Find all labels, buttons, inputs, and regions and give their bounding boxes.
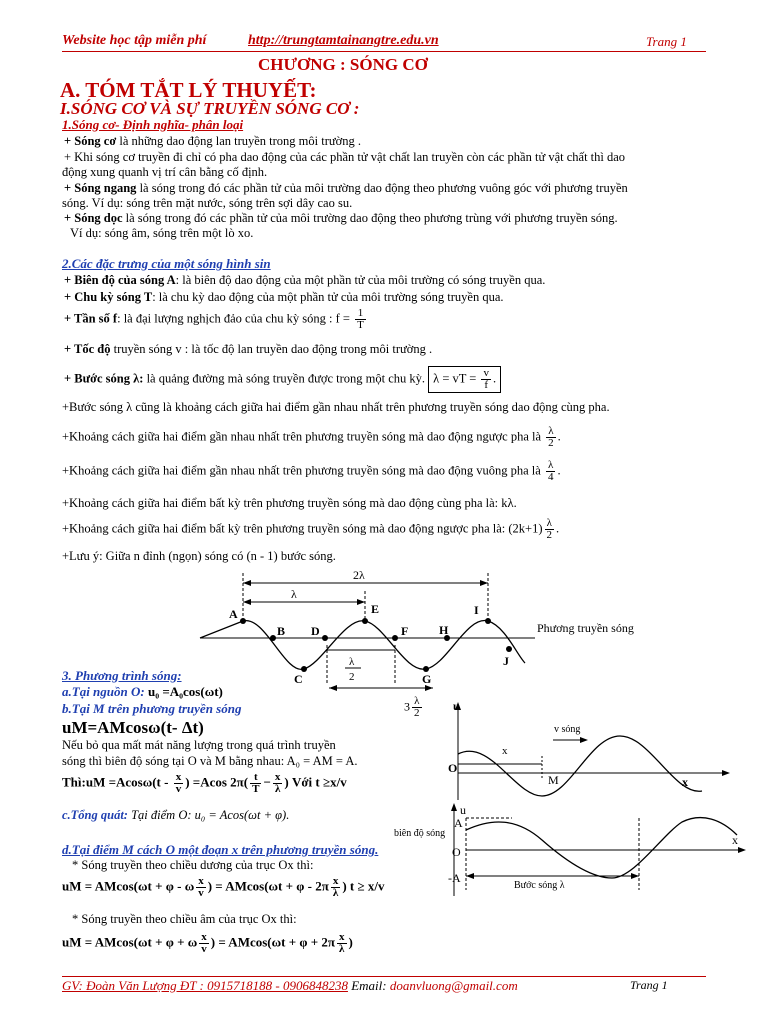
- wave-point-a: [240, 618, 246, 624]
- wave-point-label-b: B: [277, 624, 286, 638]
- s3-d2-formula: uM = AMcos(ωt + φ + ω $\frac{x}{v}$ ) = AMcos(ωt + φ + 2π $\frac{x}{\lambda}$ ): [62, 931, 353, 955]
- wavelength-formula-box: λ = vT = $\frac{v}{f}$ .: [428, 366, 501, 393]
- arrow-lambda-right: [357, 599, 365, 605]
- section-i-title: I.SÓNG CƠ VÀ SỰ TRUYỀN SÓNG CƠ :: [60, 99, 360, 118]
- wave-point-j: [506, 646, 512, 652]
- wave-point-b: [270, 635, 276, 641]
- wave-point-label-j: J: [503, 654, 509, 668]
- s2-line-6: +Bước sóng λ cũng là khoảng cách giữa hai điểm gần nhau nhất trên phương truyền sóng dao động cùng pha.: [62, 400, 610, 414]
- s1-line-4: + Sóng ngang là sóng trong đó các phần tử của môi trường dao động theo phương vuông góc với phương truyền: [64, 181, 628, 195]
- s3-paragraph-2: sóng thì biên độ sóng tại O và M bằng nhau: A₀ = AM = A.: [62, 754, 358, 768]
- graph2-a-label: A: [454, 816, 463, 830]
- graph2-o-label: O: [452, 845, 461, 859]
- s3-d-label: d.Tại điểm M cách O một đoạn x trên phương truyền sóng.: [62, 842, 379, 857]
- s3-heading: 3. Phương trình sóng:: [62, 668, 182, 683]
- wave-point-label-f: F: [401, 624, 409, 638]
- s2-line-7: +Khoảng cách giữa hai điểm gần nhau nhất trên phương truyền sóng mà dao động ngược pha là $\frac{\lambda}{2}$ .: [62, 425, 561, 449]
- s2-line-10: +Khoảng cách giữa hai điểm bất kỳ trên phương truyền sóng mà dao động ngược pha là: (2k+1) $\frac{\lambda}{2}$ .: [62, 517, 560, 541]
- arrow-lambda-left: [243, 599, 251, 605]
- graph1-m-label: M: [548, 773, 559, 787]
- wave-point-label-a: A: [229, 607, 238, 621]
- s1-line-7: Ví dụ: sóng âm, sóng trên một lò xo.: [70, 226, 254, 240]
- footer-page-number: Trang 1: [630, 978, 668, 992]
- header-divider: [62, 51, 706, 52]
- s3-paragraph-1: Nếu bỏ qua mất mát năng lượng trong quá trình truyền: [62, 738, 336, 752]
- s1-line-3: động xung quanh vị trí cân bằng cố định.: [62, 165, 268, 179]
- arrow-3-half-lambda-left: [329, 685, 337, 691]
- s2-line-11: +Lưu ý: Giữa n đỉnh (ngọn) sóng có (n - 1) bước sóng.: [62, 549, 336, 563]
- arrow-2lambda-left: [243, 580, 251, 586]
- graph2-wave-curve: [466, 818, 737, 878]
- graph1-v-label: v sóng: [554, 724, 581, 735]
- footer-email[interactable]: doanvluong@gmail.com: [389, 978, 518, 993]
- header-page-number: Trang 1: [646, 34, 687, 49]
- s3-paragraph-3: Thì:uM =Acosω(t - $\frac{x}{v}$ ) =Acos 2π( $\frac{t}{T}$ − $\frac{x}{\lambda}$ ) Với t ≥x/v: [62, 771, 347, 795]
- graph1-x-label: x: [682, 775, 688, 789]
- graph1-x-arrow: [722, 770, 730, 776]
- wave-point-i: [485, 618, 491, 624]
- arrow-3-half-lambda-right: [425, 685, 433, 691]
- graph2-x-arrow: [738, 847, 746, 853]
- graph1-x-small: x: [502, 745, 508, 757]
- header-url-link[interactable]: http://trungtamtainangtre.edu.vn: [248, 33, 439, 48]
- wave-points-group: [229, 602, 512, 686]
- graph1-wave-curve: [458, 736, 702, 796]
- wave-point-label-h: H: [439, 623, 449, 637]
- wave-point-label-c: C: [294, 672, 303, 686]
- graph2-wavelength-label: Bước sóng λ: [514, 880, 565, 891]
- half-lambda-num: λ: [349, 656, 355, 668]
- s3-a-line: a.Tại nguồn O: u₀ =A₀cos(ωt): [62, 684, 223, 699]
- graph1-u-label: u: [453, 699, 460, 713]
- wave-point-e: [362, 618, 368, 624]
- wave-point-label-i: I: [474, 603, 479, 617]
- s1-line-2: + Khi sóng cơ truyền đi chỉ có pha dao động của các phần tử vật chất lan truyền còn các phần tử vật chất thì dao: [64, 150, 626, 164]
- direction-label: Phương truyền sóng: [537, 621, 634, 635]
- graph1-origin: O: [448, 761, 458, 775]
- graph2-x-label: x: [732, 833, 738, 847]
- s3-b-label: b.Tại M trên phương truyền sóng: [62, 701, 242, 716]
- header-website-label: Website học tập miễn phí: [62, 33, 207, 48]
- s3-d2: * Sóng truyền theo chiều âm của trục Ox thì:: [72, 912, 297, 926]
- label-lambda: λ: [291, 587, 297, 601]
- graph2-wl-left: [466, 873, 474, 879]
- s2-line-4: + Tốc độ truyền sóng v : là tốc độ lan truyền dao động trong môi trường .: [64, 342, 433, 356]
- label-3-half-lambda: 3 $\frac{\lambda}{2}$: [404, 695, 420, 719]
- graph2-minus-a-label: -A: [448, 871, 461, 885]
- wave-point-f: [392, 635, 398, 641]
- wave-point-label-e: E: [371, 602, 380, 616]
- wave-diagram: [195, 565, 675, 690]
- graph2-amp-label: biên độ sóng: [394, 828, 446, 839]
- s2-line-2: + Chu kỳ sóng T: là chu kỳ dao động của một phần tử của môi trường sóng truyền qua.: [64, 290, 504, 304]
- s2-line-1: + Biên độ của sóng A: là biên độ dao động của một phần tử của môi trường có sóng truyền qua.: [64, 273, 546, 287]
- s3-d1-formula: uM = AMcos(ωt + φ - ω $\frac{x}{v}$ ) = AMcos(ωt + φ - 2π $\frac{x}{\lambda}$ ) t ≥ x/v: [62, 875, 385, 899]
- graph2-u-arrow: [451, 803, 457, 811]
- s2-line-9: +Khoảng cách giữa hai điểm bất kỳ trên phương truyền sóng mà dao động cùng pha là: kλ.: [62, 496, 517, 510]
- s1-line-1: + Sóng cơ là những dao động lan truyền trong môi trường .: [64, 134, 362, 148]
- wave-curve: [200, 621, 525, 670]
- wave-point-label-g: G: [422, 672, 432, 686]
- label-2lambda: 2λ: [353, 568, 365, 582]
- graph2-u-label: u: [460, 803, 466, 817]
- graph-propagation: [420, 696, 750, 804]
- s2-heading: 2.Các đặc trưng của một sóng hình sin: [62, 256, 271, 271]
- section-a-title: A. TÓM TẮT LÝ THUYẾT:: [60, 78, 317, 102]
- s2-line-5: + Bước sóng λ: là quảng đường mà sóng truyền được trong một chu kỳ. λ = vT = $\frac{v}{f}$ .: [64, 366, 501, 393]
- arrow-3-half-lambda: [327, 680, 437, 696]
- s1-line-6: + Sóng dọc là sóng trong đó các phần tử của môi trường dao động theo phương trùng với phương truyền sóng.: [64, 211, 618, 225]
- s2-line-8: +Khoảng cách giữa hai điểm gần nhau nhất trên phương truyền sóng mà dao động vuông pha là $\frac{\lambda}{4}$ .: [62, 459, 561, 483]
- half-lambda-den: 2: [349, 671, 355, 683]
- s3-b-formula: uM=AMcosω(t- Δt): [62, 718, 204, 737]
- wave-point-label-d: D: [311, 624, 320, 638]
- arrow-2lambda-right: [480, 580, 488, 586]
- wave-point-d: [322, 635, 328, 641]
- chapter-title: CHƯƠNG : SÓNG CƠ: [258, 55, 428, 74]
- graph2-wl-right: [631, 873, 639, 879]
- footer-divider: [62, 976, 706, 977]
- s2-line-3: + Tần số f: là đại lượng nghịch đảo của chu kỳ sóng : f = $\frac{1}{T}$: [64, 307, 364, 331]
- footer-contact: GV: Đoàn Văn Lượng ĐT : 0915718188 - 0906848238 Email: doanvluong@gmail.com: [62, 978, 518, 993]
- graph1-v-arrowhead: [580, 737, 588, 743]
- s3-d1: * Sóng truyền theo chiều dương của trục Ox thì:: [72, 858, 314, 872]
- s1-line-5: sóng. Ví dụ: sóng trên mặt nước, sóng trên sợi dây cao su.: [62, 196, 353, 210]
- s1-heading: 1.Sóng cơ- Định nghĩa- phân loại: [62, 117, 244, 132]
- s3-c-line: c.Tổng quát: Tại điểm O: u₀ = Acos(ωt + φ).: [62, 808, 290, 822]
- graph-amplitude: [392, 800, 762, 900]
